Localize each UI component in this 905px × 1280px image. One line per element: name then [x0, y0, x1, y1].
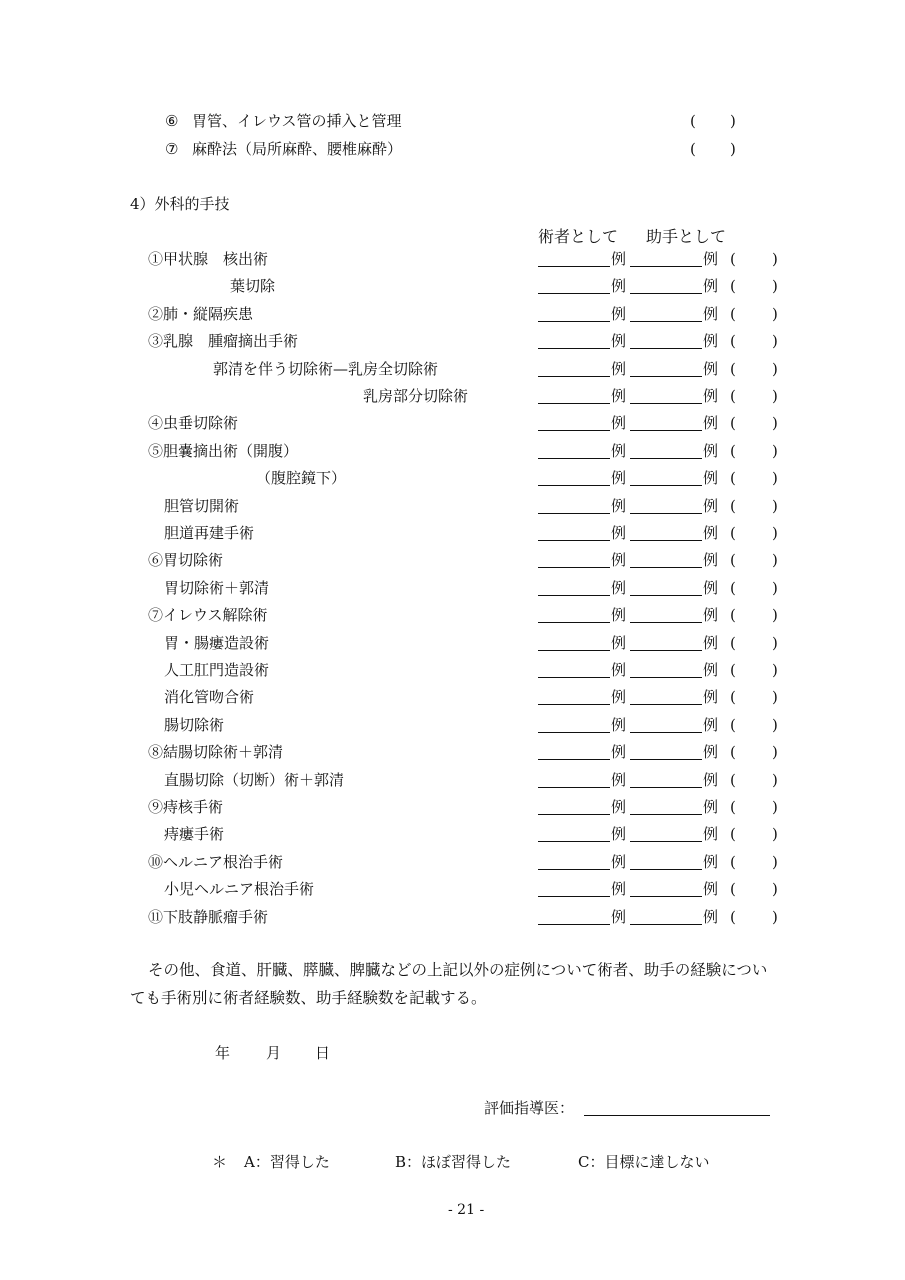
- table-row: [0, 276, 905, 296]
- assistant-unit-label: 例: [703, 332, 719, 350]
- operator-count-blank[interactable]: [538, 622, 610, 623]
- table-row: [0, 550, 905, 570]
- procedure-label: ⑧結腸切除術＋郭清: [148, 743, 284, 761]
- procedure-label: 乳房部分切除術: [363, 387, 469, 405]
- grade-paren-close: ): [772, 579, 778, 597]
- procedure-label: ①甲状腺 核出術: [148, 250, 269, 268]
- operator-unit-label: 例: [611, 908, 627, 926]
- procedure-label: 腸切除術: [164, 716, 225, 734]
- procedure-label: 胃・腸瘻造設術: [164, 634, 270, 652]
- assistant-unit-label: 例: [703, 387, 719, 405]
- grade-paren-close: ): [772, 469, 778, 487]
- grade-paren-open: (: [730, 853, 736, 871]
- assistant-count-blank[interactable]: [630, 732, 702, 733]
- legend-c: C：目標に達しない: [578, 1153, 710, 1171]
- assistant-count-blank[interactable]: [630, 869, 702, 870]
- procedure-label: ⑥胃切除術: [148, 551, 224, 569]
- operator-unit-label: 例: [611, 880, 627, 898]
- operator-unit-label: 例: [611, 634, 627, 652]
- procedure-label: ⑨痔核手術: [148, 798, 224, 816]
- grade-paren-close: ): [772, 634, 778, 652]
- assistant-count-blank[interactable]: [630, 403, 702, 404]
- operator-count-blank[interactable]: [538, 841, 610, 842]
- grade-paren-close: ): [772, 825, 778, 843]
- operator-unit-label: 例: [611, 250, 627, 268]
- operator-count-blank[interactable]: [538, 293, 610, 294]
- item-7-paren-close: ): [730, 140, 736, 158]
- table-row: [0, 249, 905, 269]
- operator-count-blank[interactable]: [538, 732, 610, 733]
- note-line-1: その他、食道、肝臓、膵臓、脾臓などの上記以外の症例について術者、助手の経験につい: [148, 961, 768, 979]
- assistant-unit-label: 例: [703, 442, 719, 460]
- procedure-label: 直腸切除（切断）術＋郭清: [164, 771, 345, 789]
- grade-paren-open: (: [730, 661, 736, 679]
- assistant-unit-label: 例: [703, 524, 719, 542]
- procedure-label: 胆道再建手術: [164, 524, 255, 542]
- table-row: [0, 331, 905, 351]
- grade-paren-close: ): [772, 661, 778, 679]
- operator-count-blank[interactable]: [538, 814, 610, 815]
- grade-paren-open: (: [730, 442, 736, 460]
- grade-paren-close: ): [772, 524, 778, 542]
- table-row: [0, 687, 905, 707]
- item-6-paren-open: (: [690, 112, 696, 130]
- assistant-unit-label: 例: [703, 250, 719, 268]
- assistant-count-blank[interactable]: [630, 513, 702, 514]
- assistant-count-blank[interactable]: [630, 650, 702, 651]
- table-row: [0, 304, 905, 324]
- operator-count-blank[interactable]: [538, 595, 610, 596]
- assistant-unit-label: 例: [703, 305, 719, 323]
- table-row: [0, 715, 905, 735]
- operator-unit-label: 例: [611, 497, 627, 515]
- table-row: [0, 386, 905, 406]
- table-row: [0, 605, 905, 625]
- grade-paren-open: (: [730, 908, 736, 926]
- assistant-unit-label: 例: [703, 880, 719, 898]
- operator-unit-label: 例: [611, 798, 627, 816]
- operator-unit-label: 例: [611, 853, 627, 871]
- assistant-unit-label: 例: [703, 853, 719, 871]
- assistant-count-blank[interactable]: [630, 266, 702, 267]
- assistant-unit-label: 例: [703, 908, 719, 926]
- column-header-assistant: 助手として: [646, 227, 727, 246]
- operator-unit-label: 例: [611, 414, 627, 432]
- grade-paren-close: ): [772, 497, 778, 515]
- assistant-unit-label: 例: [703, 414, 719, 432]
- procedure-label: 葉切除: [230, 277, 276, 295]
- grade-paren-open: (: [730, 414, 736, 432]
- procedure-label: ④虫垂切除術: [148, 414, 239, 432]
- table-row: [0, 660, 905, 680]
- grade-paren-open: (: [730, 825, 736, 843]
- grade-paren-close: ): [772, 880, 778, 898]
- assistant-unit-label: 例: [703, 716, 719, 734]
- assistant-count-blank[interactable]: [630, 896, 702, 897]
- operator-unit-label: 例: [611, 387, 627, 405]
- assistant-count-blank[interactable]: [630, 485, 702, 486]
- grade-paren-close: ): [772, 771, 778, 789]
- item-7-text: 麻酔法（局所麻酔、腰椎麻酔）: [192, 140, 403, 158]
- operator-unit-label: 例: [611, 442, 627, 460]
- assistant-unit-label: 例: [703, 469, 719, 487]
- operator-count-blank[interactable]: [538, 650, 610, 651]
- table-row: [0, 578, 905, 598]
- assistant-unit-label: 例: [703, 825, 719, 843]
- procedure-label: ③乳腺 腫瘤摘出手術: [148, 332, 299, 350]
- assistant-count-blank[interactable]: [630, 677, 702, 678]
- assistant-unit-label: 例: [703, 606, 719, 624]
- assistant-count-blank[interactable]: [630, 430, 702, 431]
- evaluator-signature-line[interactable]: [584, 1115, 770, 1116]
- table-row: [0, 797, 905, 817]
- grade-paren-open: (: [730, 716, 736, 734]
- assistant-count-blank[interactable]: [630, 293, 702, 294]
- operator-count-blank[interactable]: [538, 924, 610, 925]
- page-number: - 21 -: [448, 1202, 485, 1218]
- grade-paren-open: (: [730, 277, 736, 295]
- operator-unit-label: 例: [611, 661, 627, 679]
- grade-paren-close: ): [772, 743, 778, 761]
- grade-paren-open: (: [730, 332, 736, 350]
- assistant-unit-label: 例: [703, 743, 719, 761]
- procedure-label: 消化管吻合術: [164, 688, 255, 706]
- grade-paren-close: ): [772, 853, 778, 871]
- assistant-count-blank[interactable]: [630, 924, 702, 925]
- assistant-unit-label: 例: [703, 579, 719, 597]
- grade-paren-open: (: [730, 688, 736, 706]
- assistant-count-blank[interactable]: [630, 540, 702, 541]
- grade-paren-close: ): [772, 332, 778, 350]
- table-row: [0, 742, 905, 762]
- grade-paren-close: ): [772, 716, 778, 734]
- table-row: [0, 770, 905, 790]
- assistant-unit-label: 例: [703, 551, 719, 569]
- item-6-paren-close: ): [730, 112, 736, 130]
- operator-count-blank[interactable]: [538, 403, 610, 404]
- table-row: [0, 633, 905, 653]
- table-row: [0, 824, 905, 844]
- item-7-number: ⑦: [165, 140, 179, 158]
- table-row: [0, 441, 905, 461]
- assistant-unit-label: 例: [703, 277, 719, 295]
- grade-paren-open: (: [730, 606, 736, 624]
- procedure-label: 胆管切開術: [164, 497, 240, 515]
- grade-paren-close: ): [772, 414, 778, 432]
- operator-unit-label: 例: [611, 360, 627, 378]
- grade-paren-close: ): [772, 798, 778, 816]
- procedure-label: （腹腔鏡下）: [256, 469, 347, 487]
- operator-count-blank[interactable]: [538, 567, 610, 568]
- procedure-label: ⑪下肢静脈瘤手術: [148, 908, 269, 926]
- operator-count-blank[interactable]: [538, 458, 610, 459]
- grade-paren-open: (: [730, 497, 736, 515]
- table-row: [0, 468, 905, 488]
- assistant-unit-label: 例: [703, 497, 719, 515]
- procedure-label: 人工肛門造設術: [164, 661, 270, 679]
- grade-paren-open: (: [730, 798, 736, 816]
- operator-count-blank[interactable]: [538, 430, 610, 431]
- item-6-text: 胃管、イレウス管の挿入と管理: [192, 112, 402, 130]
- operator-unit-label: 例: [611, 743, 627, 761]
- date-month: 月: [266, 1044, 282, 1062]
- procedure-label: ⑤胆嚢摘出術（開腹）: [148, 442, 299, 460]
- operator-unit-label: 例: [611, 688, 627, 706]
- grade-paren-open: (: [730, 360, 736, 378]
- procedure-label: ⑦イレウス解除術: [148, 606, 268, 624]
- table-row: [0, 496, 905, 516]
- grade-paren-open: (: [730, 743, 736, 761]
- procedure-label: ②肺・縦隔疾患: [148, 305, 254, 323]
- grade-paren-close: ): [772, 606, 778, 624]
- evaluator-label: 評価指導医：: [484, 1099, 575, 1117]
- table-row: [0, 359, 905, 379]
- operator-count-blank[interactable]: [538, 896, 610, 897]
- note-line-2: ても手術別に術者経験数、助手経験数を記載する。: [130, 989, 487, 1007]
- grade-paren-open: (: [730, 250, 736, 268]
- operator-count-blank[interactable]: [538, 485, 610, 486]
- operator-count-blank[interactable]: [538, 540, 610, 541]
- grade-paren-open: (: [730, 387, 736, 405]
- operator-count-blank[interactable]: [538, 266, 610, 267]
- assistant-unit-label: 例: [703, 634, 719, 652]
- operator-count-blank[interactable]: [538, 348, 610, 349]
- grade-paren-open: (: [730, 305, 736, 323]
- assistant-count-blank[interactable]: [630, 704, 702, 705]
- grade-paren-close: ): [772, 277, 778, 295]
- assistant-count-blank[interactable]: [630, 841, 702, 842]
- grade-paren-open: (: [730, 524, 736, 542]
- operator-unit-label: 例: [611, 606, 627, 624]
- operator-count-blank[interactable]: [538, 376, 610, 377]
- procedure-label: ⑩ヘルニア根治手術: [148, 853, 284, 871]
- assistant-unit-label: 例: [703, 360, 719, 378]
- column-header-operator: 術者として: [538, 227, 619, 246]
- assistant-count-blank[interactable]: [630, 787, 702, 788]
- grade-paren-open: (: [730, 579, 736, 597]
- table-row: [0, 907, 905, 927]
- table-row: [0, 413, 905, 433]
- assistant-unit-label: 例: [703, 798, 719, 816]
- grade-paren-close: ): [772, 305, 778, 323]
- assistant-unit-label: 例: [703, 771, 719, 789]
- grade-paren-open: (: [730, 634, 736, 652]
- table-row: [0, 523, 905, 543]
- assistant-count-blank[interactable]: [630, 321, 702, 322]
- table-row: [0, 852, 905, 872]
- legend-b: B：ほぼ習得した: [395, 1153, 512, 1171]
- date-year: 年: [215, 1044, 231, 1062]
- operator-count-blank[interactable]: [538, 704, 610, 705]
- procedure-label: 胃切除術＋郭清: [164, 579, 270, 597]
- procedure-label: 小児ヘルニア根治手術: [164, 880, 315, 898]
- operator-unit-label: 例: [611, 716, 627, 734]
- assistant-count-blank[interactable]: [630, 759, 702, 760]
- procedure-label: 郭清を伴う切除術—乳房全切除術: [213, 360, 439, 378]
- operator-unit-label: 例: [611, 469, 627, 487]
- grade-paren-close: ): [772, 551, 778, 569]
- grade-paren-open: (: [730, 880, 736, 898]
- operator-unit-label: 例: [611, 551, 627, 569]
- assistant-unit-label: 例: [703, 688, 719, 706]
- grade-paren-open: (: [730, 771, 736, 789]
- item-7-paren-open: (: [690, 140, 696, 158]
- grade-paren-close: ): [772, 387, 778, 405]
- assistant-count-blank[interactable]: [630, 622, 702, 623]
- assistant-count-blank[interactable]: [630, 376, 702, 377]
- assistant-count-blank[interactable]: [630, 595, 702, 596]
- operator-count-blank[interactable]: [538, 321, 610, 322]
- operator-count-blank[interactable]: [538, 513, 610, 514]
- operator-unit-label: 例: [611, 771, 627, 789]
- grade-paren-close: ): [772, 360, 778, 378]
- assistant-count-blank[interactable]: [630, 814, 702, 815]
- procedure-label: 痔瘻手術: [164, 825, 225, 843]
- operator-unit-label: 例: [611, 277, 627, 295]
- assistant-count-blank[interactable]: [630, 348, 702, 349]
- operator-count-blank[interactable]: [538, 759, 610, 760]
- operator-count-blank[interactable]: [538, 677, 610, 678]
- section-heading: 4）外科的手技: [130, 195, 230, 213]
- grade-paren-close: ): [772, 908, 778, 926]
- item-6-number: ⑥: [165, 112, 179, 130]
- operator-count-blank[interactable]: [538, 869, 610, 870]
- operator-unit-label: 例: [611, 579, 627, 597]
- assistant-count-blank[interactable]: [630, 567, 702, 568]
- operator-unit-label: 例: [611, 825, 627, 843]
- date-day: 日: [315, 1044, 331, 1062]
- grade-paren-close: ): [772, 688, 778, 706]
- grade-paren-close: ): [772, 442, 778, 460]
- grade-paren-open: (: [730, 551, 736, 569]
- grade-paren-close: ): [772, 250, 778, 268]
- legend-a: A：習得した: [244, 1153, 330, 1171]
- assistant-unit-label: 例: [703, 661, 719, 679]
- table-row: [0, 879, 905, 899]
- assistant-count-blank[interactable]: [630, 458, 702, 459]
- operator-unit-label: 例: [611, 305, 627, 323]
- operator-unit-label: 例: [611, 524, 627, 542]
- legend-star: ＊: [212, 1153, 228, 1171]
- operator-unit-label: 例: [611, 332, 627, 350]
- operator-count-blank[interactable]: [538, 787, 610, 788]
- grade-paren-open: (: [730, 469, 736, 487]
